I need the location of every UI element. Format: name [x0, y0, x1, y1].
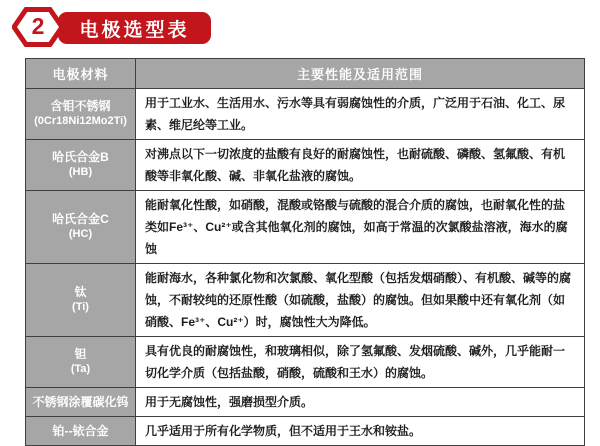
table-body — [26, 89, 585, 446]
description-cell: 能耐氧化性酸，如硝酸，混酸或铬酸与硫酸的混合介质的腐蚀，也耐氧化性的盐类如Fe³⁺、Cu²⁺或含其他氧化剂的腐蚀，如高于常温的次氯酸盐溶液，海水的腐蚀 — [136, 191, 585, 264]
material-name: 含钼不锈钢 — [50, 99, 111, 113]
material-name: 铂--铱合金 — [52, 423, 109, 438]
description-cell: 具有优良的耐腐蚀性，和玻璃相似，除了氢氟酸、发烟硫酸、碱外，几乎能耐一切化学介质（包括盐酸，硝酸，硫酸和王水）的腐蚀。 — [136, 337, 585, 388]
material-name: 钽 — [74, 347, 87, 361]
badge-number: 2 — [31, 12, 45, 39]
table-row — [26, 191, 585, 264]
material-code: (HC) — [68, 228, 93, 240]
material-cell — [26, 417, 136, 446]
material-cell — [26, 337, 136, 388]
table-row — [26, 264, 585, 337]
material-cell — [26, 89, 136, 140]
description-cell: 对沸点以下一切浓度的盐酸有良好的耐腐蚀性，也耐硫酸、磷酸、氢氟酸、有机酸等非氧化酸、碱、非氧化盐液的腐蚀。 — [136, 140, 585, 191]
table-header-row — [26, 59, 585, 89]
material-name: 哈氏合金C — [52, 212, 109, 226]
page-title: 电极选型表 — [58, 12, 211, 44]
table-row — [26, 140, 585, 191]
material-code: (0Cr18Ni12Mo2Ti) — [34, 115, 127, 127]
description-cell: 用于工业水、生活用水、污水等具有弱腐蚀性的介质，广泛用于石油、化工、尿素、维尼纶等工业。 — [136, 89, 585, 140]
material-code: (HB) — [68, 166, 93, 178]
material-code: (Ti) — [72, 301, 89, 313]
material-name: 哈氏合金B — [52, 150, 109, 164]
section-number-badge — [12, 6, 64, 48]
material-code: (Ta) — [70, 363, 91, 375]
material-cell — [26, 264, 136, 337]
description-cell: 几乎适用于所有化学物质，但不适用于王水和铵盐。 — [136, 417, 585, 446]
description-cell: 用于无腐蚀性，强磨损型介质。 — [136, 388, 585, 417]
material-name: 钛 — [74, 285, 87, 299]
material-cell — [26, 191, 136, 264]
page-header — [0, 0, 600, 57]
column-header-performance: 主要性能及适用范围 — [136, 59, 585, 89]
electrode-table-container — [25, 58, 585, 446]
column-header-material: 电极材料 — [26, 59, 136, 89]
table-row — [26, 337, 585, 388]
table-row — [26, 417, 585, 446]
table-row — [26, 388, 585, 417]
material-name: 不锈钢涂覆碳化钨 — [32, 394, 129, 409]
material-cell — [26, 388, 136, 417]
electrode-selection-table — [25, 58, 585, 446]
table-row — [26, 89, 585, 140]
description-cell: 能耐海水，各种氯化物和次氯酸、氧化型酸（包括发烟硝酸）、有机酸、碱等的腐蚀，不耐较纯的还原性酸（如硫酸，盐酸）的腐蚀。但如果酸中还有氧化剂（如硝酸、Fe³⁺、Cu²⁺）时，腐蚀性大为降低。 — [136, 264, 585, 337]
material-cell — [26, 140, 136, 191]
